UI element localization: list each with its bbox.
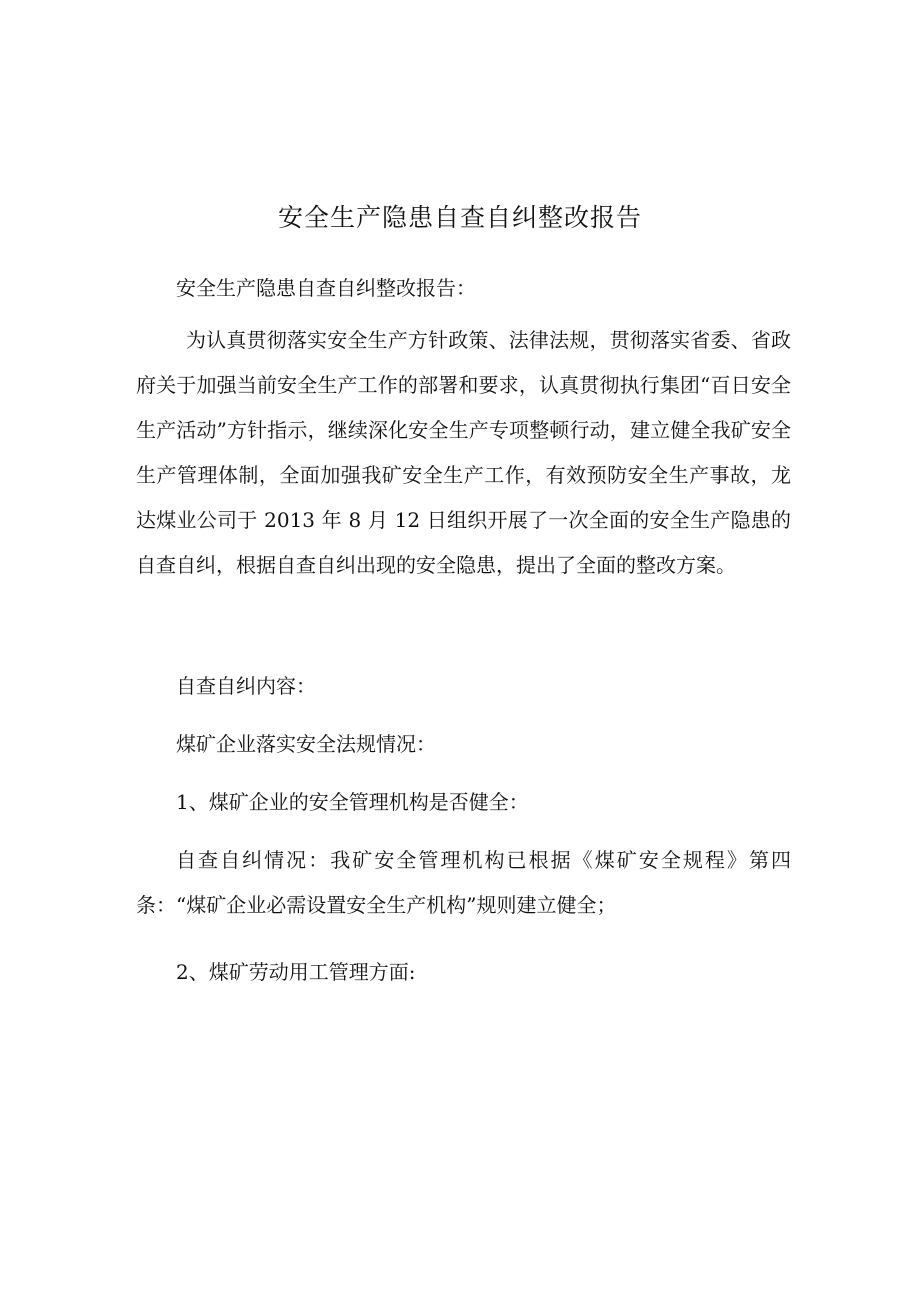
paragraph-self-check-result: 自查自纠情况：我矿安全管理机构已根据《煤矿安全规程》第四条：“煤矿企业必需设置安全生产机构”规则建立健全； <box>136 848 791 917</box>
paragraph-introduction: 为认真贯彻落实安全生产方针政策、法律法规，贯彻落实省委、省政府关于加强当前安全生产工作的部署和要求，认真贯彻执行集团“百日安全生产活动”方针指示，继续深化安全生产专项整顿行动，建立健全我矿安全生产管理体制，全面加强我矿安全生产工作，有效预防安全生产事故，龙达煤业公司于 2013 年 8 月 12 日组织开展了一次全面的安全生产隐患的自查自纠，根据自查自纠出现的安全隐患，提出了全面的整改方案。 <box>136 328 791 577</box>
paragraph-item-1: 1、煤矿企业的安全管理机构是否健全： <box>176 790 529 814</box>
paragraph-subheading: 煤矿企业落实安全法规情况： <box>176 732 436 756</box>
document-title: 安全生产隐患自查自纠整改报告 <box>277 203 642 232</box>
paragraph-salutation: 安全生产隐患自查自纠整改报告： <box>176 276 476 300</box>
paragraph-section-heading: 自查自纠内容： <box>176 674 316 698</box>
paragraph-item-2: 2、煤矿劳动用工管理方面: <box>176 960 416 984</box>
